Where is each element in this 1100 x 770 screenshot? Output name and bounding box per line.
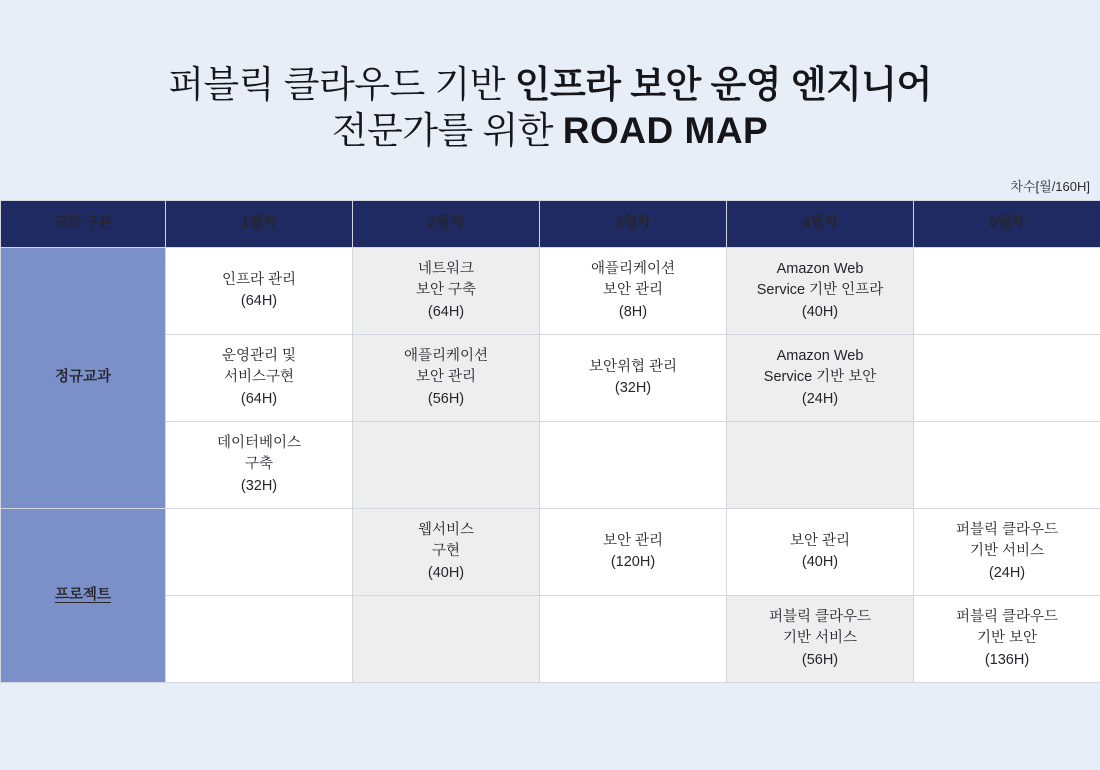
cell-r4c3 [540,509,727,596]
cell-r1c1-hours: (64H) [240,293,278,309]
cell-r2c2-text: 애플리케이션 보안 관리 [403,348,489,386]
cell-r2c3-hours: (32H) [614,380,652,396]
cell-r4c5-text: 퍼블릭 클라우드 기반 서비스 [955,522,1059,560]
category-cell-project [1,509,166,683]
table-row [1,248,1100,335]
category-label-project: 프로젝트 [54,586,112,603]
column-header-month-3: 3월차 [540,201,727,248]
cell-r3c1-text: 데이터베이스 구축 [216,435,302,473]
cell-r4c4 [727,509,914,596]
cell-r5c2 [353,596,540,683]
cell-r2c4-text: Amazon Web Service 기반 보안 [763,348,877,386]
cell-r4c5-hours: (24H) [988,564,1026,581]
cell-r2c2 [353,335,540,422]
cell-r1c3-hours: (8H) [618,303,648,320]
cell-r2c4 [727,335,914,422]
cell-r5c1 [166,596,353,683]
cell-r4c4-hours: (40H) [801,554,839,570]
cell-r1c4 [727,248,914,335]
cell-r2c4-hours: (24H) [801,390,839,407]
cell-r5c4 [727,596,914,683]
cell-r4c3-text: 보안 관리 [602,532,664,549]
table-row [1,596,1100,683]
cell-r1c2-text: 네트워크 보안 구축 [415,261,477,299]
cell-r4c1 [166,509,353,596]
cell-r3c1 [166,422,353,509]
cell-r1c5 [914,248,1100,335]
table-row [1,509,1100,596]
cell-r1c3-text: 애플리케이션 보안 관리 [590,261,676,299]
cell-r2c2-hours: (56H) [427,390,465,407]
cell-r1c2 [353,248,540,335]
category-label-regular: 정규교과 [54,369,112,386]
cell-r1c1-text: 인프라 관리 [221,271,297,288]
title-line-2-light: 전문가를 위한 [331,109,563,151]
title-line-2 [0,108,1100,154]
column-header-month-4: 4월차 [727,201,914,248]
cell-r2c5 [914,335,1100,422]
cell-r4c5 [914,509,1100,596]
table-header-row [1,201,1100,248]
cell-r3c5 [914,422,1100,509]
cell-r4c2-hours: (40H) [427,564,465,581]
cell-r4c3-hours: (120H) [610,554,656,570]
cell-r2c3-text: 보안위협 관리 [588,358,678,375]
cell-r2c3 [540,335,727,422]
cell-r5c3 [540,596,727,683]
title-line-2-bold: ROAD MAP [562,109,769,151]
cell-r5c5-hours: (136H) [984,651,1030,668]
cell-r2c1 [166,335,353,422]
cell-r5c4-text: 퍼블릭 클라우드 기반 서비스 [768,609,872,647]
cell-r4c2 [353,509,540,596]
title-line-1-light: 퍼블릭 클라우드 기반 [168,64,515,105]
title-line-1 [0,62,1100,108]
cell-r3c1-hours: (32H) [240,477,278,494]
cell-r1c3 [540,248,727,335]
table-row [1,422,1100,509]
page-title [0,0,1100,154]
table-row [1,335,1100,422]
column-header-month-2: 2월차 [353,201,540,248]
cell-r1c4-hours: (40H) [801,303,839,320]
cell-r1c2-hours: (64H) [427,303,465,320]
column-header-month-5: 5월차 [914,201,1100,248]
cell-r1c1 [166,248,353,335]
column-header-month-1: 1월차 [166,201,353,248]
cell-r5c5 [914,596,1100,683]
category-cell-regular [1,248,166,509]
cell-r3c3 [540,422,727,509]
title-line-1-bold: 인프라 보안 운영 엔지니어 [514,64,932,105]
cell-r2c1-hours: (64H) [240,390,278,407]
cell-r5c4-hours: (56H) [801,651,839,668]
cell-r1c4-text: Amazon Web Service 기반 인프라 [756,261,884,299]
cell-r3c2 [353,422,540,509]
table-body [1,248,1100,683]
cell-r4c4-text: 보안 관리 [789,532,851,549]
unit-note: 차수[월/160H] [1010,179,1090,194]
cell-r5c5-text: 퍼블릭 클라우드 기반 보안 [955,609,1059,647]
cell-r2c1-text: 운영관리 및 서비스구현 [221,348,297,386]
column-header-category: 교과 구분 [1,201,166,248]
roadmap-table [0,200,1100,683]
cell-r4c2-text: 웹서비스 구현 [417,522,475,560]
cell-r3c4 [727,422,914,509]
